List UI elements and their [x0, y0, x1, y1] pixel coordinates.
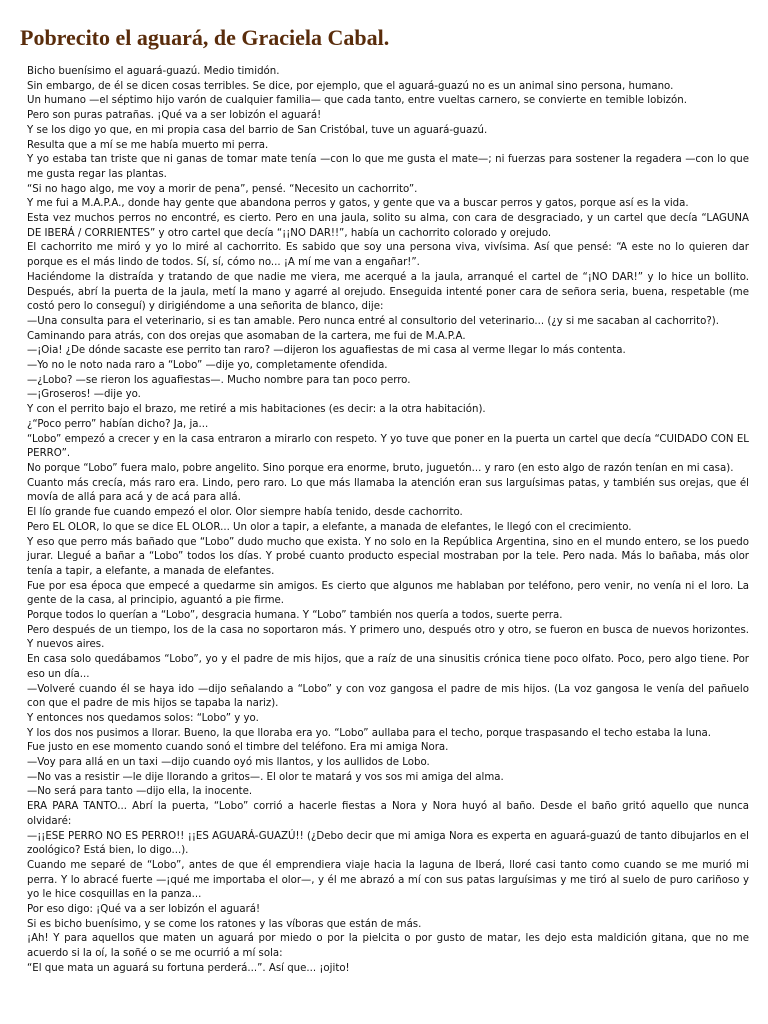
story-paragraph: ¿“Poco perro” habían dicho? Ja, ja...	[27, 418, 209, 430]
story-paragraph: Fue por esa época que empecé a quedarme sin amigos. Es cierto que algunos me hablaban por teléfono, pero venir, no venía ni el loro. La gente de la casa, al principio, aguantó a pie firme.	[27, 580, 749, 607]
story-paragraph: En casa solo quedábamos “Lobo”, yo y el padre de mis hijos, que a raíz de una sinusitis crónica tiene poco olfato. Poco, pero algo tiene. Por eso un día...	[27, 654, 749, 680]
story-paragraph: Cuanto más crecía, más raro era. Lindo, pero raro. Lo que más llamaba la atención eran sus larguísimas patas, y también sus orejas, que él movía de allá para acá y de acá para allá.	[27, 477, 749, 504]
story-paragraph: Caminando para atrás, con dos orejas que asomaban de la cartera, me fui de M.A.P.A.	[27, 330, 466, 342]
story-paragraph: Resulta que a mí se me había muerto mi perra.	[27, 139, 269, 151]
story-paragraph: —¡Oia! ¿De dónde sacaste ese perrito tan raro? —dijeron los aguafiestas de mi casa al verme llegar lo más contenta.	[27, 345, 626, 357]
story-paragraph: Y los dos nos pusimos a llorar. Bueno, la que lloraba era yo. “Lobo” aullaba para el techo, porque traspasando el techo estaba la luna.	[27, 727, 712, 739]
story-paragraph: Esta vez muchos perros no encontré, es cierto. Pero en una jaula, solito su alma, con cara de desgraciado, y un cartel que decía “LAGUNA DE IBERÁ / CORRIENTES” y otro cartel que decía “¡¡NO DAR!!”, había un cachorrito colorado y orejudo.	[27, 213, 749, 239]
story-paragraph: —No vas a resistir —le dije llorando a gritos—. El olor te matará y vos sos mi amiga del alma.	[27, 771, 504, 783]
story-paragraph: Sin embargo, de él se dicen cosas terribles. Se dice, por ejemplo, que el aguará-guazú no es un animal sino persona, humano.	[27, 80, 674, 92]
story-paragraph: Haciéndome la distraída y tratando de que nadie me viera, me acerqué a la jaula, arranqué el cartel de “¡NO DAR!” y lo hice un bollito. Después, abrí la puerta de la jaula, metí la mano y agarré al orejudo. Enseguida intenté poner cara de señora seria, buena, respetable (me costó pero lo conseguí) y dirigiéndome a una señorita de blanco, dije:	[27, 271, 749, 313]
story-paragraph: Y eso que perro más bañado que “Lobo” dudo mucho que exista. Y no solo en la República Argentina, sino en el mundo entero, se los puedo jurar. Llegué a bañar a “Lobo” todos los días. Y probé cuanto producto especial mostraban por la tele. Pero nada. Más lo bañaba, más olor tenía a tapir, a elefante, a manada de elefantes.	[27, 536, 749, 577]
story-paragraph: Y entonces nos quedamos solos: “Lobo” y yo.	[27, 712, 259, 724]
story-paragraph: “Si no hago algo, me voy a morir de pena”, pensé. “Necesito un cachorrito”.	[27, 183, 418, 195]
story-paragraph: Pero después de un tiempo, los de la casa no soportaron más. Y primero uno, después otro y otro, se fueron en busca de nuevos horizontes. Y nuevos aires.	[27, 624, 749, 651]
story-paragraph: Y yo estaba tan triste que ni ganas de tomar mate tenía —con lo que me gusta el mate—; ni fuerzas para sostener la regadera —con lo que me gusta regar las plantas.	[27, 154, 749, 180]
story-paragraph: —¿Lobo? —se rieron los aguafiestas—. Mucho nombre para tan poco perro.	[27, 374, 411, 386]
story-paragraph: Cuando me separé de “Lobo”, antes de que él emprendiera viaje hacia la laguna de Iberá, lloré casi tanto como cuando se me murió mi perra. Y lo abracé fuerte —¡qué me importaba el olor—, y él me abrazó a mí con sus patas larguísimas y me tiró al suelo de puro cariñoso y yo le hice cosquillas en la panza...	[27, 859, 749, 901]
story-paragraph: Si es bicho buenísimo, y se come los ratones y las víboras que están de más.	[27, 918, 422, 930]
story-paragraph: —Volveré cuando él se haya ido —dijo señalando a “Lobo” y con voz gangosa el padre de mis hijos. (La voz gangosa le venía del pañuelo con que el padre de mis hijos se tapaba la nariz).	[27, 683, 749, 710]
story-paragraph: —Una consulta para el veterinario, si es tan amable. Pero nunca entré al consultorio del veterinario... (¿y si me sacaban al cachorrito?).	[27, 315, 719, 327]
story-paragraph: “Lobo” empezó a crecer y en la casa entraron a mirarlo con respeto. Y yo tuve que poner en la puerta un cartel que decía “CUIDADO CON EL PERRO”.	[27, 433, 749, 460]
story-paragraph: —¡¡ESE PERRO NO ES PERRO!! ¡¡ES AGUARÁ-GUAZÚ!! (¿Debo decir que mi amiga Nora es experta en aguará-guazú de tanto dibujarlos en el zoológico? Está bien, lo digo...).	[27, 830, 749, 857]
story-paragraph: Pero EL OLOR, lo que se dice EL OLOR... Un olor a tapir, a elefante, a manada de elefantes, le llegó con el crecimiento.	[27, 521, 632, 533]
story-paragraph: El cachorrito me miró y yo lo miré al cachorrito. Es sabido que soy una persona viva, vivísima. Así que pensé: “A este no lo quieren dar porque es el más lindo de todos. Sí, sí, cómo no... ¡A mí me van a engañar!”.	[27, 242, 749, 269]
story-paragraph: —Voy para allá en un taxi —dijo cuando oyó mis llantos, y los aullidos de Lobo.	[27, 757, 430, 769]
story-paragraph: ERA PARA TANTO... Abrí la puerta, “Lobo” corrió a hacerle fiestas a Nora y Nora huyó al baño. Desde el baño gritó aquello que nunca olvidaré:	[27, 801, 749, 827]
story-paragraph: —No será para tanto —dijo ella, la inocente.	[27, 786, 253, 798]
story-body	[27, 65, 749, 977]
story-paragraph: Un humano —el séptimo hijo varón de cualquier familia— que cada tanto, entre vueltas carnero, se convierte en temible lobizón.	[27, 95, 687, 107]
story-paragraph: Porque todos lo querían a “Lobo”, desgracia humana. Y “Lobo” también nos quería a todos, suerte perra.	[27, 610, 563, 622]
story-paragraph: Por eso digo: ¡Qué va a ser lobizón el aguará!	[27, 904, 261, 916]
story-paragraph: “El que mata un aguará su fortuna perderá...”. Así que... ¡ojito!	[27, 962, 350, 974]
story-paragraph: —Yo no le noto nada raro a “Lobo” —dije yo, completamente ofendida.	[27, 360, 388, 372]
story-paragraph: Fue justo en ese momento cuando sonó el timbre del teléfono. Era mi amiga Nora.	[27, 742, 449, 754]
story-paragraph: —¡Groseros! —dije yo.	[27, 389, 141, 401]
document-title: Pobrecito el aguará, de Graciela Cabal.	[20, 25, 390, 50]
story-paragraph: El lío grande fue cuando empezó el olor. Olor siempre había tenido, desde cachorrito.	[27, 507, 463, 519]
story-paragraph: Y con el perrito bajo el brazo, me retiré a mis habitaciones (es decir: a la otra habitación).	[27, 404, 486, 416]
story-paragraph: Pero son puras patrañas. ¡Qué va a ser lobizón el aguará!	[27, 110, 322, 122]
story-paragraph: Y se los digo yo que, en mi propia casa del barrio de San Cristóbal, tuve un aguará-guazú.	[27, 124, 488, 136]
story-paragraph: No porque “Lobo” fuera malo, pobre angelito. Sino porque era enorme, bruto, juguetón... y raro (en esto algo de razón tenían en mi casa).	[27, 462, 734, 474]
story-paragraph: Y me fui a M.A.P.A., donde hay gente que abandona perros y gatos, y gente que va a buscar perros y gatos, porque así es la vida.	[27, 198, 689, 210]
story-paragraph: Bicho buenísimo el aguará-guazú. Medio timidón.	[27, 66, 280, 77]
story-paragraph: ¡Ah! Y para aquellos que maten un aguará por miedo o por la pielcita o por gusto de matar, les dejo esta maldición gitana, que no me acuerdo si la oí, la soñé o se me ocurrió a mí sola:	[27, 933, 749, 960]
